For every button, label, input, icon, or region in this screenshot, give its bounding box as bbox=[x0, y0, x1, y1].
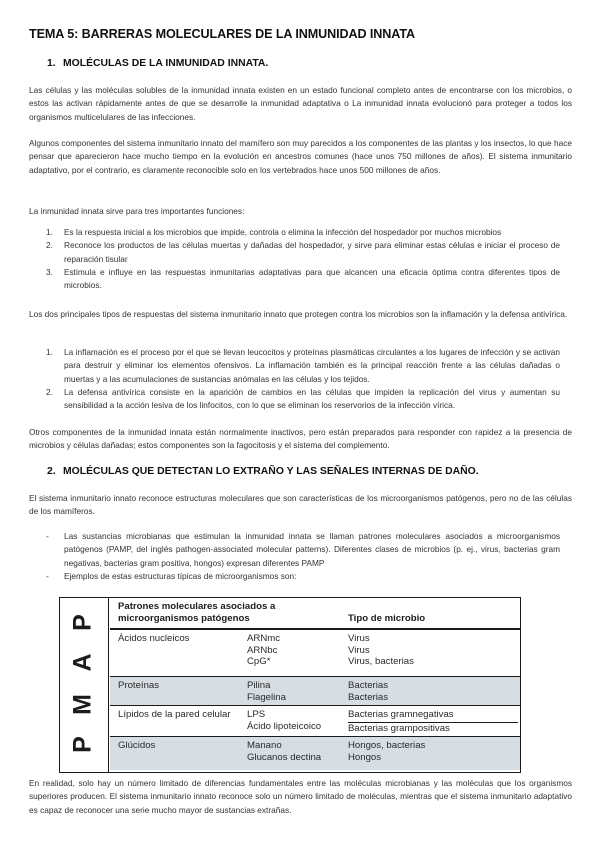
list-item: - Ejemplos de estas estructuras típicas de microorganismos son: bbox=[46, 570, 297, 581]
pamp-side-label bbox=[60, 598, 109, 772]
list-item: 2. Reconoce los productos de las células muertas y dañadas del hospedador, y sirve para eliminar estas células e iniciar el proceso de reparación tisular bbox=[46, 240, 560, 264]
section-2-paragraph-2: En realidad, solo hay un número limitado de diferencias fundamentales entre las moléculas microbianas y las moléculas que los organismos superiores producen. El sistema inmunitario innato reconoce solo un número limitado de moléculas, mientras que el sistema inmunitario adaptativo es capaz de reconocer una serie mucho mayor de sustancias extrañas. bbox=[29, 778, 572, 815]
table-row: Ácidos nucleicos ARNmc ARNbc CpG* Virus Virus Virus, bacterias bbox=[110, 630, 520, 677]
table-row: Lípidos de la pared celular LPS Ácido lipoteicoico Bacterias gramnegativas Bacterias grampositivas bbox=[110, 706, 520, 737]
section-1-paragraph-3: La inmunidad innata sirve para tres importantes funciones: bbox=[29, 206, 245, 216]
list-item: - Las sustancias microbianas que estimulan la inmunidad innata se llaman patrones moleculares asociados a microorganismos patógenos (PAMP, del inglés pathogen-associated molecular patterns). Diferentes clases de microbios (p. ej., virus, bacterias gram negativas, bacterias gram positiva, hongos) expresan diferentes PAMP bbox=[46, 531, 560, 568]
table-row: Glúcidos Manano Glucanos dectina Hongos, bacterias Hongos bbox=[110, 737, 520, 770]
section-1-paragraph-2: Algunos componentes del sistema inmunitario innato del mamífero son muy parecidos a los componentes de las plantas y los insectos, lo que hace pensar que aparecieron hace mucho tiempo en la evolución en ancestros comunes (hace unos 750 millones de años). El sistema inmunitario adaptativo, por el contrario, es claramente reconocible solo en los vertebrados hace unos 500 millones de años. bbox=[29, 138, 572, 175]
list-item: 1. La inflamación es el proceso por el que se llevan leucocitos y proteínas plasmáticas circulantes a los lugares de infección y se activan para destruir y eliminar los elementos ofensivos. La inflamación también es la principal reacción frente a las células dañadas o muertas y a las acumulaciones de sustancias anómalas en las células y los tejidos. bbox=[46, 347, 560, 384]
section-2-title: MOLÉCULAS QUE DETECTAN LO EXTRAÑO Y LAS SEÑALES INTERNAS DE DAÑO. bbox=[63, 466, 479, 477]
functions-list bbox=[46, 226, 560, 292]
section-1-paragraph-1: Las células y las moléculas solubles de la inmunidad innata existen en un estado funcional completo antes de encontrarse con los microbios, o estos las activan rápidamente antes de que se desarrolle la inmunidad adaptativa o La inmunidad innata evolucionó para proteger a todos los organismos multicelulares de las infecciones. bbox=[29, 85, 572, 122]
pamp-letter: A bbox=[68, 653, 97, 672]
header-microbe-type: Tipo de microbio bbox=[348, 613, 426, 624]
list-item: 3. Estimula e influye en las respuestas inmunitarias adaptativas para que alcancen una eficacia óptima contra diferentes tipos de microbios. bbox=[46, 266, 560, 291]
section-2-number: 2. bbox=[47, 466, 56, 477]
section-1-paragraph-5: Otros componentes de la inmunidad innata están normalmente inactivos, pero están preparados para responder con rapidez a la presencia de microbios y células dañadas; estos componentes son la fagocitosis y el sistema del complemento. bbox=[29, 427, 572, 451]
pamp-table-header bbox=[110, 598, 520, 630]
section-2-paragraph-1: El sistema inmunitario innato reconoce estructuras moleculares que son características de los microorganismos patógenos, pero no de las células de los mamíferos. bbox=[29, 493, 572, 517]
section-1-heading bbox=[47, 58, 268, 69]
table-row: Proteínas Pilina Flagelina Bacterias Bacterias bbox=[110, 677, 520, 706]
pamp-letter: P bbox=[68, 736, 97, 753]
document-title: TEMA 5: BARRERAS MOLECULARES DE LA INMUNIDAD INNATA bbox=[29, 27, 415, 41]
list-item: 1. Es la respuesta inicial a los microbios que impide, controla o elimina la infección del hospedador por muchos microbios bbox=[46, 227, 502, 237]
section-2-heading bbox=[47, 466, 479, 477]
section-1-number: 1. bbox=[47, 58, 56, 69]
responses-list bbox=[46, 346, 560, 412]
list-item: 2. La defensa antivírica consiste en la aparición de cambios en las células que impiden la replicación del virus y aumentan su sensibilidad a la acción lesiva de los linfocitos, con lo que se eliminan los reservorios de la infección vírica. bbox=[46, 386, 560, 411]
section-1-paragraph-4: Los dos principales tipos de respuestas del sistema inmunitario innato que protegen contra los microbios son la inflamación y la defensa antivírica. bbox=[29, 309, 568, 319]
pamp-letter: P bbox=[68, 614, 97, 631]
pamp-letter: M bbox=[68, 694, 97, 715]
pamp-bullets bbox=[46, 530, 560, 583]
header-patterns: Patrones moleculares asociados a microorganismos patógenos bbox=[118, 601, 276, 624]
pamp-figure bbox=[59, 597, 521, 773]
section-1-title: MOLÉCULAS DE LA INMUNIDAD INNATA. bbox=[63, 58, 269, 69]
